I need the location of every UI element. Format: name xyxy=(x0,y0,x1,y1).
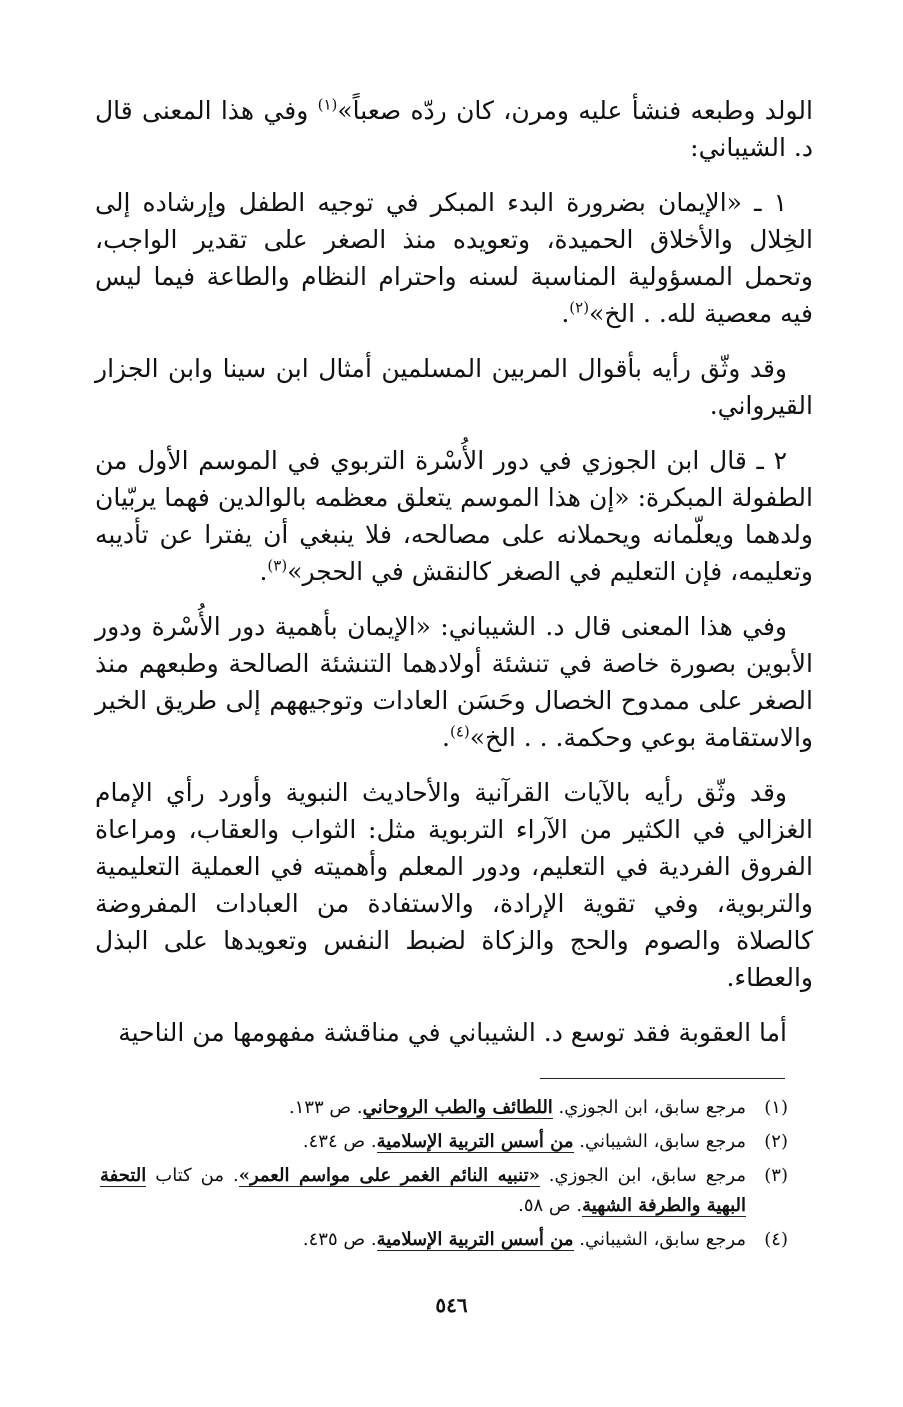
footnote-text xyxy=(100,1093,746,1123)
footnotes xyxy=(100,1093,788,1259)
footnote-text xyxy=(100,1127,746,1157)
footnote-item xyxy=(100,1161,788,1221)
paragraph-text: وفي هذا المعنى قال د. الشيباني: «الإيمان بأهمية دور الأُسْرة ودور الأبوين بصورة خاصة في تنشئة أولادهما التنشئة الصالحة وطبعهم منذ الصغر على ممدوح الخصال وحَسَن العادات وتوجيههم إلى طريق الخير والاستقامة بوعي وحكمة. . . الخ» xyxy=(95,612,813,752)
footnote-ref: (١) xyxy=(317,95,338,114)
paragraph-3 xyxy=(95,350,813,424)
footnote-number: (١) xyxy=(764,1097,788,1118)
footnote-source: مرجع سابق، الشيباني. xyxy=(573,1131,746,1152)
footnote-number: (٣) xyxy=(764,1165,788,1186)
paragraph-text: . xyxy=(259,557,268,586)
paragraph-text: وقد وثّق رأيه بأقوال المربين المسلمين أمثال ابن سينا وابن الجزار القيرواني. xyxy=(95,354,813,420)
footnote-ref: (٤) xyxy=(450,722,470,741)
footnote-item xyxy=(100,1225,788,1255)
footnote-book-title: من أسس التربية الإسلامية xyxy=(376,1131,574,1152)
paragraph-text: . xyxy=(442,723,450,752)
footnote-ref: (٣) xyxy=(267,556,288,575)
footnote-page: . ص ٥٨. xyxy=(518,1195,583,1216)
paragraph-2 xyxy=(95,184,813,332)
footnote-text xyxy=(100,1225,746,1255)
footnote-page: . ص ٤٣٤. xyxy=(302,1131,377,1152)
footnote-text xyxy=(100,1161,746,1221)
paragraph-5 xyxy=(95,608,813,756)
paragraph-text: الولد وطبعه فنشأ عليه ومرن، كان ردّه صعباً» xyxy=(337,96,813,125)
paragraph-text: وقد وثّق رأيه بالآيات القرآنية والأحاديث النبوية وأورد رأي الإمام الغزالي في الكثير من الآراء التربوية مثل: الثواب والعقاب، ومراعاة الفروق الفردية في التعليم، ودور المعلم وأهميته في العملية التعليمية والتربوية، وفي تقوية الإرادة، والاستفادة من العبادات المفروضة كالصلاة والصوم والحج والزكاة لضبط النفس وتعويدها على البذل والعطاء. xyxy=(95,778,813,992)
footnote-book-title: «تنبيه النائم الغمر على مواسم العمر» xyxy=(238,1165,540,1186)
footnote-source: مرجع سابق، ابن الجوزي. xyxy=(552,1097,746,1118)
paragraph-text: أما العقوبة فقد توسع د. الشيباني في مناقشة مفهومها من الناحية xyxy=(118,1018,787,1047)
footnote-page: . ص ١٣٣. xyxy=(288,1097,363,1118)
footnote-item xyxy=(100,1093,788,1123)
paragraph-7 xyxy=(95,1014,813,1051)
paragraph-text: ٢ ـ قال ابن الجوزي في دور الأُسْرة التربوي في الموسم الأول من الطفولة المبكرة: «إن هذا الموسم يتعلق معظمه بالوالدين فهما يربّيان ولدهما ويعلّمانه ويحملانه على مصالحه، فلا ينبغي أن يفترا عن تأديبه وتعليمه، فإن التعليم في الصغر كالنقش في الحجر» xyxy=(95,446,813,586)
footnote-page: . ص ٤٣٥. xyxy=(302,1229,377,1250)
footnote-item xyxy=(100,1127,788,1157)
footnote-connector: . من كتاب xyxy=(146,1165,239,1186)
paragraph-4 xyxy=(95,442,813,590)
footnote-separator xyxy=(540,1078,785,1079)
footnote-book-title: من أسس التربية الإسلامية xyxy=(376,1229,574,1250)
footnote-source: مرجع سابق، الشيباني. xyxy=(573,1229,746,1250)
footnote-ref: (٢) xyxy=(569,298,590,317)
footnote-number: (٤) xyxy=(764,1229,788,1250)
footnote-source: مرجع سابق، ابن الجوزي. xyxy=(539,1165,746,1186)
paragraph-text: . xyxy=(561,299,570,328)
paragraph-text: ١ ـ «الإيمان بضرورة البدء المبكر في توجيه الطفل وإرشاده إلى الخِلال والأخلاق الحميدة، وتعويده منذ الصغر على تقدير الواجب، وتحمل المسؤولية المناسبة لسنه واحترام النظام والطاعة فيما ليس فيه معصية لله. . الخ» xyxy=(95,188,813,328)
footnote-book-title-2: التحفة البهية والطرفة الشهية xyxy=(100,1165,746,1216)
footnote-book-title: اللطائف والطب الروحاني xyxy=(362,1097,553,1118)
paragraph-text: وفي هذا المعنى قال د. الشيباني: xyxy=(95,96,813,162)
paragraph-1 xyxy=(95,92,813,166)
page-number: ٥٤٦ xyxy=(435,1293,468,1317)
footnote-number: (٢) xyxy=(764,1131,788,1152)
paragraph-6 xyxy=(95,774,813,996)
page-body xyxy=(95,92,813,1069)
